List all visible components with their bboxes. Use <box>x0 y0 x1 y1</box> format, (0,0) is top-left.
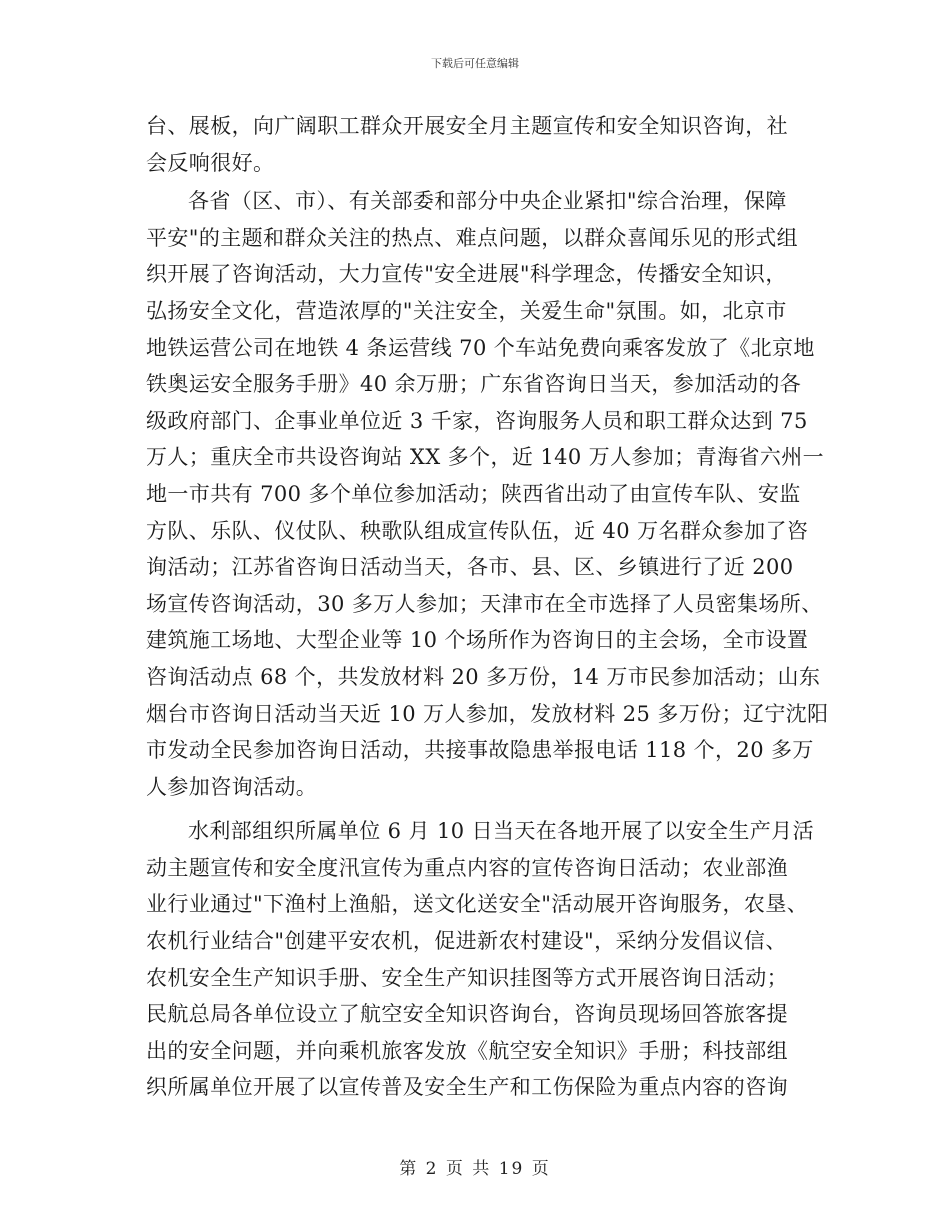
text-line: 地铁运营公司在地铁 4 条运营线 70 个车站免费向乘客发放了《北京地 <box>146 335 815 360</box>
text-line: 场宣传咨询活动，30 多万人参加；天津市在全市选择了人员密集场所、 <box>146 591 823 616</box>
text-line: 地一市共有 700 多个单位参加活动；陕西省出动了由宣传车队、安监 <box>146 481 801 506</box>
text-line: 弘扬安全文化，营造浓厚的"关注安全，关爱生命"氛围。如，北京市 <box>146 298 787 323</box>
text-line: 业行业通过"下渔村上渔船，送文化送安全"活动展开咨询服务，农垦、 <box>146 892 809 917</box>
text-line: 农机安全生产知识手册、安全生产知识挂图等方式开展咨询日活动； <box>146 965 788 990</box>
text-line: 织开展了咨询活动，大力宣传"安全进展"科学理念，传播安全知识， <box>146 262 787 287</box>
text-line: 农机行业结合"创建平安农机，促进新农村建设"，采纳分发倡议信、 <box>146 929 787 954</box>
text-line: 询活动；江苏省咨询日活动当天，各市、县、区、乡镇进行了近 200 <box>146 555 794 580</box>
text-line: 咨询活动点 68 个，共发放材料 20 多万份，14 万市民参加活动；山东 <box>146 664 821 689</box>
text-line: 动主题宣传和安全度汛宣传为重点内容的宣传咨询日活动；农业部渔 <box>146 855 788 880</box>
text-line: 人参加咨询活动。 <box>146 774 318 799</box>
text-line: 平安"的主题和群众关注的热点、难点问题，以群众喜闻乐见的形式组 <box>146 225 799 250</box>
text-line: 级政府部门、企事业单位近 3 千家，咨询服务人员和职工群众达到 75 <box>146 408 808 433</box>
text-line: 烟台市咨询日活动当天近 10 万人参加，发放材料 25 多万份；辽宁沈阳 <box>146 701 829 726</box>
text-line: 织所属单位开展了以宣传普及安全生产和工伤保险为重点内容的咨询 <box>146 1075 788 1100</box>
text-line: 各省（区、市）、有关部委和部分中央企业紧扣"综合治理，保障 <box>188 189 787 214</box>
paragraph-1 <box>146 108 806 181</box>
text-line: 市发动全民参加咨询日活动，共接事故隐患举报电话 118 个，20 多万 <box>146 738 814 763</box>
text-line: 水利部组织所属单位 6 月 10 日当天在各地开展了以安全生产月活 <box>188 819 814 844</box>
text-line: 方队、乐队、仪仗队、秧歌队组成宣传队伍，近 40 万名群众参加了咨 <box>146 518 809 543</box>
page-header: 下载后可任意编辑 <box>431 57 519 70</box>
text-line: 会反响很好。 <box>146 150 275 175</box>
paragraph-2 <box>146 183 829 805</box>
text-line: 万人；重庆全市共设咨询站 XX 多个，近 140 万人参加；青海省六州一 <box>146 445 825 470</box>
text-line: 台、展板，向广阔职工群众开展安全月主题宣传和安全知识咨询，社 <box>146 114 788 138</box>
text-line: 民航总局各单位设立了航空安全知识咨询台，咨询员现场回答旅客提 <box>146 1002 788 1027</box>
text-line: 出的安全问题，并向乘机旅客发放《航空安全知识》手册；科技部组 <box>146 1038 788 1063</box>
text-line: 建筑施工场地、大型企业等 10 个场所作为咨询日的主会场，全市设置 <box>146 628 809 653</box>
page-number-footer: 第 2 页 共 19 页 <box>399 1159 551 1179</box>
paragraph-3 <box>146 813 814 1106</box>
document-body <box>146 108 829 1106</box>
text-line: 铁奥运安全服务手册》40 余万册；广东省咨询日当天，参加活动的各 <box>146 372 802 397</box>
